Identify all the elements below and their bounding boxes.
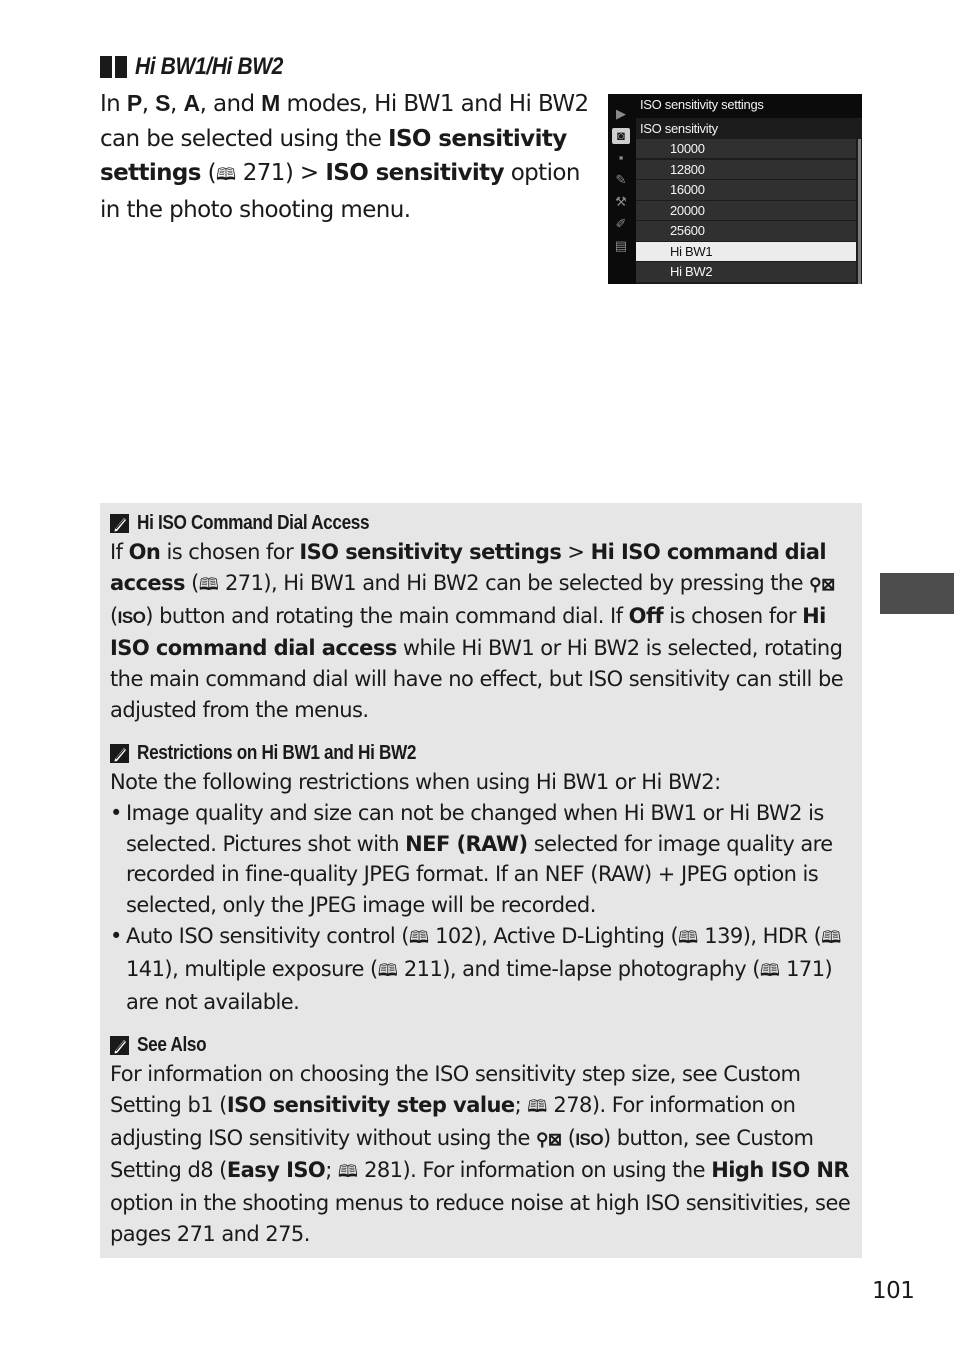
movie-icon: ▪ xyxy=(618,150,624,165)
mode-p: P xyxy=(126,90,142,116)
iso-option-16000[interactable]: 16000 xyxy=(636,180,856,199)
note-restrictions xyxy=(110,739,854,1017)
note-title: Restrictions on Hi BW1 and Hi BW2 xyxy=(137,741,417,764)
wrench-icon: ⚒ xyxy=(615,194,627,209)
mode-a: A xyxy=(183,90,200,116)
chapter-side-tab xyxy=(880,573,954,614)
note-pencil-icon xyxy=(110,1036,129,1055)
book-reference-icon: 🕮 xyxy=(215,165,237,185)
note-body: Note the following restrictions when using Hi BW1 or Hi BW2: • Image quality and size can not be changed when Hi BW1 or Hi BW2 is selected. Pictures shot with NEF (RAW) selected for image quality are recorded in fine-quality JPEG format. If an NEF (RAW) + JPEG option is selected, only the JPEG image will be recorded. • Auto ISO sensitivity control (🕮 102), Active D-Lighting (🕮 139), HDR (🕮 141), multiple exposure (🕮 211), and time-lapse photography (🕮 171) are not available. xyxy=(110,767,854,1017)
iso-option-hi-bw2[interactable]: Hi BW2 xyxy=(636,262,856,281)
intro-paragraph: In P, S, A, and M modes, Hi BW1 and Hi BW2 can be selected using the ISO sensitivity settings (🕮 271) > ISO sensitivity option in the photo shooting menu. xyxy=(100,90,589,223)
note-pencil-icon xyxy=(110,744,129,763)
note-see-also xyxy=(110,1031,854,1250)
note-hi-iso-command-dial xyxy=(110,509,854,726)
note-title: Hi ISO Command Dial Access xyxy=(137,511,370,534)
heading-marker-icon xyxy=(100,56,127,78)
mode-m: M xyxy=(261,90,280,116)
iso-button-icon: ⚲⊠ xyxy=(809,574,835,594)
camera-menu-panel xyxy=(636,118,862,284)
camera-menu-sidebar xyxy=(608,104,634,284)
camera-menu-title: ISO sensitivity settings xyxy=(640,97,764,112)
iso-option-25600[interactable]: 25600 xyxy=(636,221,856,240)
pencil-icon: ✎ xyxy=(615,172,627,187)
note-body: If On is chosen for ISO sensitivity settings > Hi ISO command dial access (🕮 271), Hi BW1 and Hi BW2 can be selected by pressing the ⚲⊠ (ISO) button and rotating the main command dial. If Off is chosen for Hi ISO command dial access while Hi BW1 or Hi BW2 is selected, rotating the main command dial will have no effect, but ISO sensitivity can still be adjusted from the menus. xyxy=(110,540,844,722)
list-item: • Auto ISO sensitivity control (🕮 102), Active D-Lighting (🕮 139), HDR (🕮 141), multiple exposure (🕮 211), and time-lapse photography (🕮 171) are not available. xyxy=(110,921,854,1017)
note-pencil-icon xyxy=(110,514,129,533)
playback-icon: ▶ xyxy=(616,106,626,121)
note-body: For information on choosing the ISO sensitivity step size, see Custom Setting b1 (ISO sensitivity step value; 🕮 278). For information on adjusting ISO sensitivity without using the ⚲⊠ (ISO) button, see Custom Setting d8 (Easy ISO; 🕮 281). For information on using the High ISO NR option in the shooting menus to reduce noise at high ISO sensitivities, see pages 271 and 275. xyxy=(110,1062,851,1246)
iso-option-20000[interactable]: 20000 xyxy=(636,201,856,220)
book-reference-icon: 🕮 xyxy=(198,574,219,595)
list-item: • Image quality and size can not be changed when Hi BW1 or Hi BW2 is selected. Pictures shot with NEF (RAW) selected for image quality are recorded in fine-quality JPEG format. If an NEF (RAW) + JPEG option is selected, only the JPEG image will be recorded. xyxy=(110,798,854,921)
camera-icon: ◙ xyxy=(612,128,630,144)
notes-box xyxy=(100,503,862,1258)
section-title: Hi BW1/Hi BW2 xyxy=(135,53,283,80)
camera-menu-scrollbar xyxy=(858,139,861,284)
iso-option-12800[interactable]: 12800 xyxy=(636,160,856,179)
note-title: See Also xyxy=(137,1033,207,1056)
retouch-icon: ✐ xyxy=(615,216,627,231)
page-number: 101 xyxy=(872,1278,915,1304)
section-heading xyxy=(100,50,303,84)
iso-option-10000[interactable]: 10000 xyxy=(636,139,856,158)
my-menu-icon: ▤ xyxy=(614,238,628,253)
iso-button-icon: ⚲⊠ xyxy=(535,1129,562,1149)
camera-menu-screenshot xyxy=(608,94,862,284)
iso-option-hi-bw1[interactable]: Hi BW1 xyxy=(636,242,856,261)
camera-menu-subtitle: ISO sensitivity xyxy=(640,121,718,136)
mode-s: S xyxy=(155,90,170,116)
